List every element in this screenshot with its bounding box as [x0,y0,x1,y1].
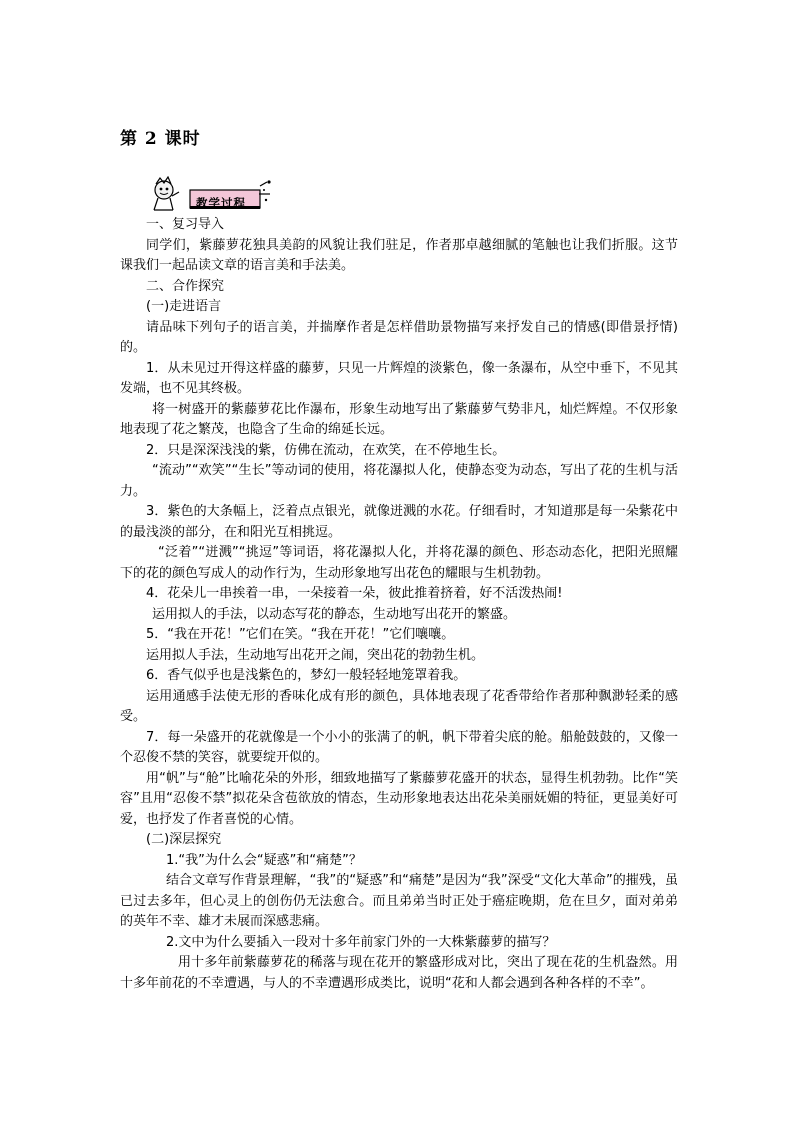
quoted-sentence: 5．“我在开花！”它们在笑。“我在开花！”它们嚷嚷。 [146,627,455,642]
analysis: 运用拟人手法，生动地写出花开之闹，突出花的勃勃生机。 [146,647,485,663]
section-heading: 二、合作探究 [146,278,225,294]
quoted-sentence: 3．紫色的大条幅上，泛着点点银光，就像迸溅的水花。仔细看时，才知道那是每一朵紫花中的最浅淡的部分，在和阳光互相挑逗。 [120,504,678,540]
page-title: 第 2 课时 [120,129,201,149]
question: 1.“我”为什么会“疑惑”和“痛楚”？ [166,852,362,868]
analysis: 运用拟人的手法，以动态写花的静态，生动地写出花开的繁盛。 [152,606,517,622]
answer: 结合文章写作背景理解，“我”的“疑惑”和“痛楚”是因为“我”深受“文化大革命”的摧残，虽已过去多年，但心灵上的创伤仍无法愈合。而且弟弟当时正处于癌症晚期，危在旦夕，面对弟弟的英年不幸、雄才未展而深感悲痛。 [120,873,678,929]
quoted-sentence: 1．从未见过开得这样盛的藤萝，只见一片辉煌的淡紫色，像一条瀑布，从空中垂下，不见其发端，也不见其终极。 [120,360,678,396]
subsection-heading: (二)深层探究 [146,832,222,847]
paragraph: 同学们，紫藤萝花独具美韵的风貌让我们驻足，作者那卓越细腻的笔触也让我们折服。这节课我们一起品读文章的语言美和手法美。 [120,237,678,273]
quoted-sentence: 2．只是深深浅浅的紫，仿佛在流动，在欢笑，在不停地生长。 [146,442,506,458]
subsection-heading: (一)走进语言 [146,299,222,314]
analysis: “泛着”“迸溅”“挑逗”等词语，将花瀑拟人化，并将花瀑的颜色、形态动态化，把阳光照耀下的花的颜色写成人的动作行为，生动形象地写出花色的耀眼与生机勃勃。 [120,545,678,581]
analysis: 将一树盛开的紫藤萝花比作瀑布，形象生动地写出了紫藤萝气势非凡，灿烂辉煌。不仅形象地表现了花之繁茂，也隐含了生命的绵延长远。 [120,401,678,437]
banner-label: 教学过程 [196,196,246,210]
analysis: 用“帆”与“舱”比喻花朵的外形，细致地描写了紫藤萝花盛开的状态，显得生机勃勃。比作“笑容”且用“忍俊不禁”拟花朵含苞欲放的情态，生动形象地表达出花朵美丽妩媚的特征，更显美好可爱，也抒发了作者喜悦的心情。 [120,770,678,827]
quoted-sentence: 4．花朵儿一串挨着一串，一朵接着一朵，彼此推着挤着，好不活泼热闹! [146,586,563,601]
lesson-body [120,215,678,994]
question: 2.文中为什么要插入一段对十多年前家门外的一大株紫藤萝的描写？ [166,934,556,950]
paragraph: 请品味下列句子的语言美，并揣摩作者是怎样借助景物描写来抒发自己的情感(即借景抒情)的。 [120,319,678,355]
analysis: “流动”“欢笑”“生长”等动词的使用，将花瀑拟人化，使静态变为动态，写出了花的生机与活力。 [120,463,678,499]
analysis: 运用通感手法使无形的香味化成有形的颜色，具体地表现了花香带给作者那种飘渺轻柔的感受。 [120,688,678,724]
section-heading: 一、复习导入 [146,217,225,232]
answer: 用十多年前紫藤萝花的稀落与现在花开的繁盛形成对比，突出了现在花的生机盎然。用十多年前花的不幸遭遇，与人的不幸遭遇形成类比，说明“花和人都会遇到各种各样的不幸”。 [120,955,678,991]
quoted-sentence: 7．每一朵盛开的花就像是一个小小的张满了的帆，帆下带着尖底的舱。船舱鼓鼓的，又像一个忍俊不禁的笑容，就要绽开似的。 [120,729,678,765]
quoted-sentence: 6．香气似乎也是浅紫色的，梦幻一般轻轻地笼罩着我。 [146,668,467,683]
